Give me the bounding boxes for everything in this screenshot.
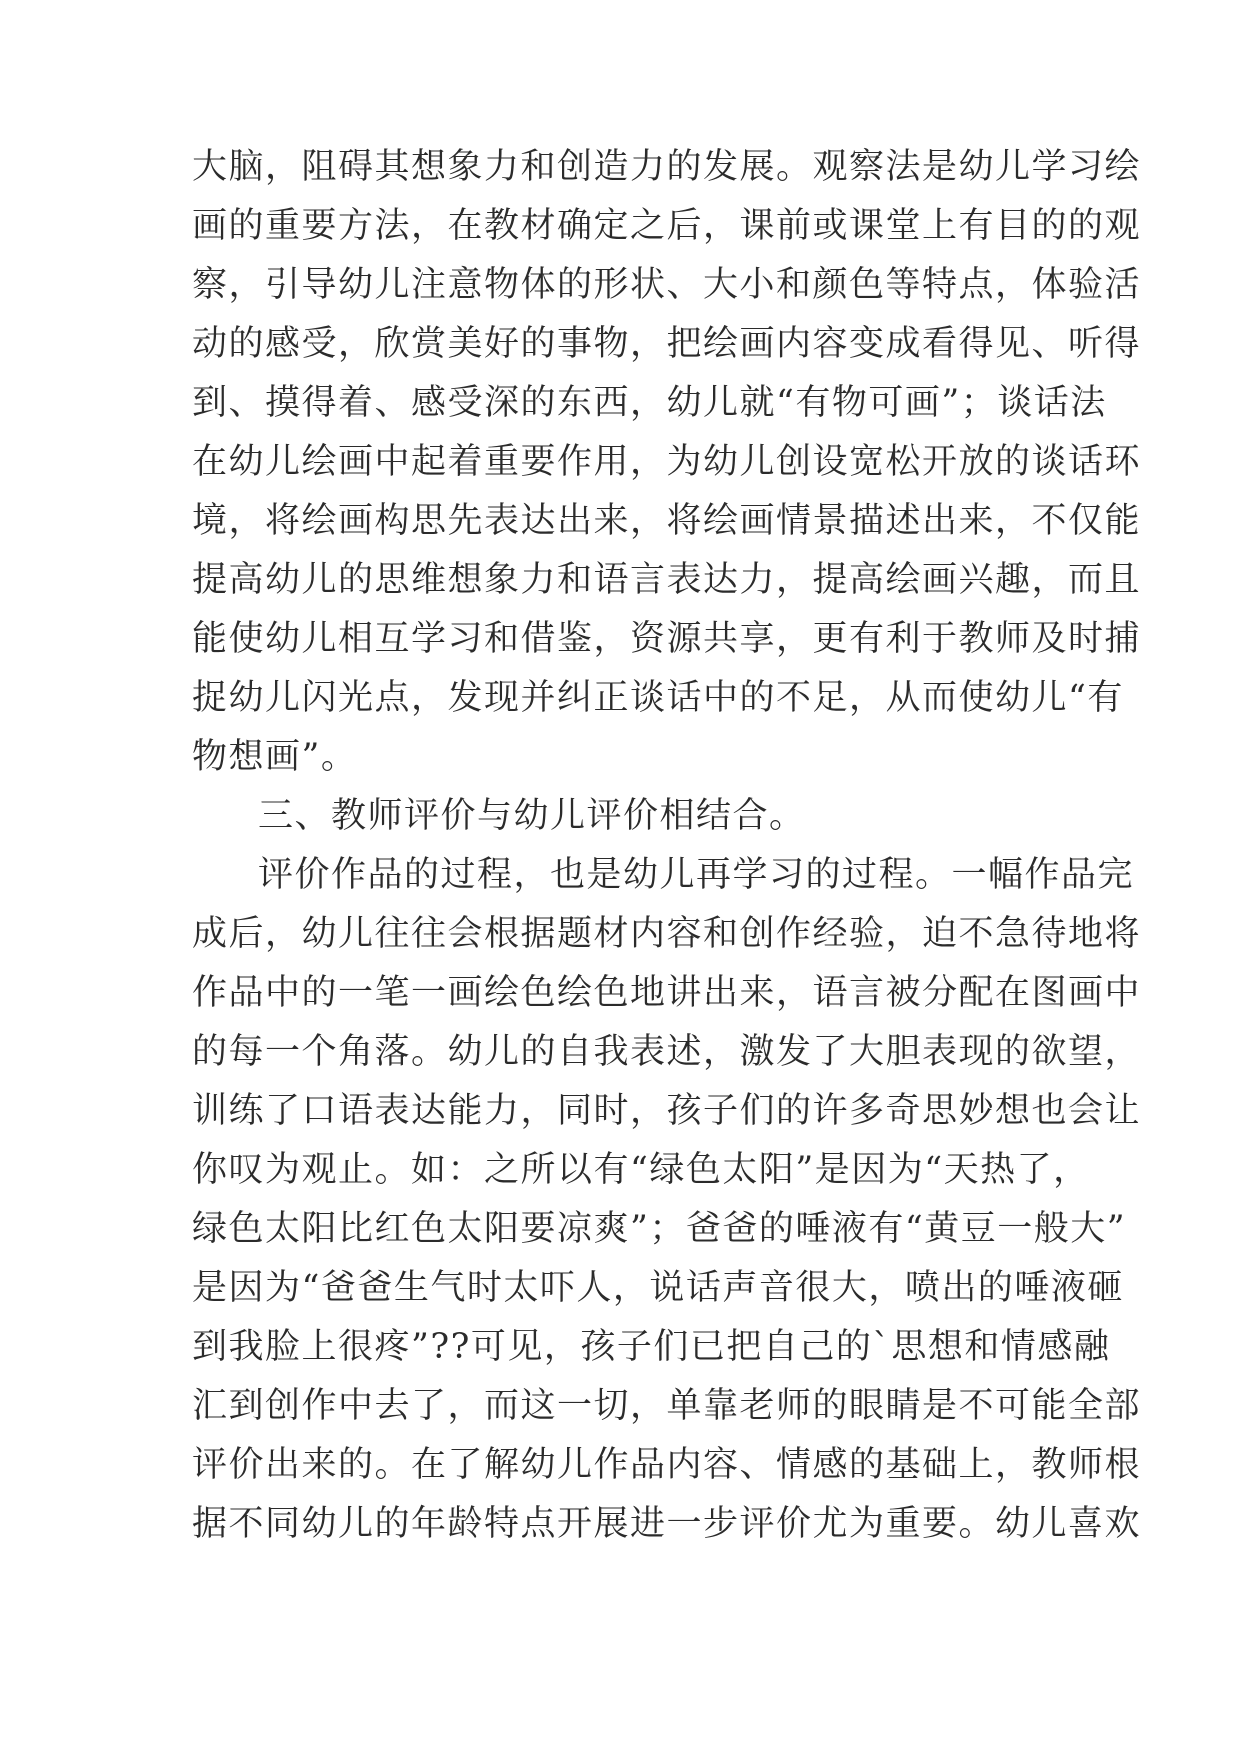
- text-line: 你叹为观止。如：之所以有“绿色太阳”是因为“天热了，: [192, 1150, 1090, 1190]
- text-line: 捉幼儿闪光点，发现并纠正谈话中的不足，从而使幼儿“有: [192, 678, 1124, 718]
- text-line: 绿色太阳比红色太阳要凉爽”；爸爸的唾液有“黄豆一般大”: [192, 1209, 1127, 1249]
- text-line: 能使幼儿相互学习和借鉴，资源共享，更有利于教师及时捕: [192, 619, 1142, 659]
- text-line: 到、摸得着、感受深的东西，幼儿就“有物可画”；谈话法: [192, 383, 1107, 423]
- text-line: 画的重要方法，在教材确定之后，课前或课堂上有目的的观: [192, 206, 1142, 246]
- text-line: 是因为“爸爸生气时太吓人，说话声音很大，喷出的唾液砸: [192, 1268, 1124, 1308]
- text-line: 到我脸上很疼”??可见，孩子们已把自己的`思想和情感融: [192, 1327, 1111, 1367]
- text-line: 据不同幼儿的年龄特点开展进一步评价尤为重要。幼儿喜欢: [192, 1504, 1142, 1544]
- text-line: 训练了口语表达能力，同时，孩子们的许多奇思妙想也会让: [192, 1091, 1142, 1131]
- text-line: 大脑，阻碍其想象力和创造力的发展。观察法是幼儿学习绘: [192, 147, 1142, 187]
- document-body: [192, 138, 1142, 1554]
- text-line: 提高幼儿的思维想象力和语言表达力，提高绘画兴趣，而且: [192, 560, 1142, 600]
- text-line: 评价作品的过程，也是幼儿再学习的过程。一幅作品完: [258, 855, 1135, 895]
- text-line: 物想画”。: [192, 737, 358, 777]
- text-line: 境，将绘画构思先表达出来，将绘画情景描述出来，不仅能: [192, 501, 1142, 541]
- text-line: 在幼儿绘画中起着重要作用，为幼儿创设宽松开放的谈话环: [192, 442, 1142, 482]
- text-line: 的每一个角落。幼儿的自我表述，激发了大胆表现的欲望，: [192, 1032, 1142, 1072]
- text-line: 察，引导幼儿注意物体的形状、大小和颜色等特点，体验活: [192, 265, 1142, 305]
- text-line: 汇到创作中去了，而这一切，单靠老师的眼睛是不可能全部: [192, 1386, 1142, 1426]
- text-line: 成后，幼儿往往会根据题材内容和创作经验，迫不急待地将: [192, 914, 1142, 954]
- text-line: 评价出来的。在了解幼儿作品内容、情感的基础上，教师根: [192, 1445, 1142, 1485]
- text-line: 动的感受，欣赏美好的事物，把绘画内容变成看得见、听得: [192, 324, 1142, 364]
- section-heading: 三、教师评价与幼儿评价相结合。: [258, 796, 806, 836]
- text-line: 作品中的一笔一画绘色绘色地讲出来，语言被分配在图画中: [192, 973, 1142, 1013]
